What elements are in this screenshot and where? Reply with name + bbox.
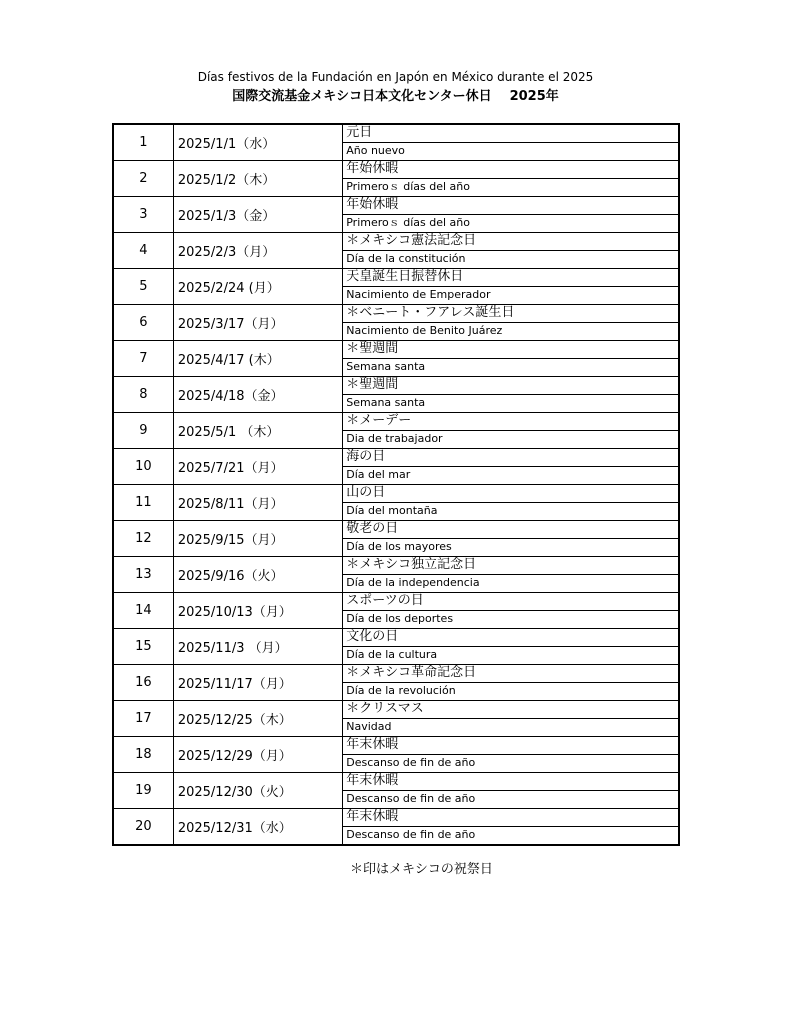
table-row xyxy=(113,305,679,341)
holiday-number: 11 xyxy=(113,485,173,521)
holiday-names-cell xyxy=(343,161,679,197)
holiday-number: 6 xyxy=(113,305,173,341)
holiday-number: 13 xyxy=(113,557,173,593)
table-row xyxy=(113,341,679,377)
holiday-name-japanese: ＊メキシコ憲法記念日 xyxy=(343,233,678,251)
holiday-date: 2025/2/3（月） xyxy=(173,233,342,269)
holiday-names-cell xyxy=(343,341,679,377)
holiday-name-spanish: Día de los mayores xyxy=(346,540,452,553)
holiday-name-japanese: ＊聖週間 xyxy=(343,341,678,359)
holiday-name-japanese: 文化の日 xyxy=(343,629,678,647)
holiday-names-cell xyxy=(343,521,679,557)
holiday-date: 2025/12/29（月） xyxy=(173,737,342,773)
holiday-names-cell xyxy=(343,737,679,773)
holiday-names-cell xyxy=(343,593,679,629)
table-row xyxy=(113,773,679,809)
holiday-number: 5 xyxy=(113,269,173,305)
holiday-date: 2025/12/25（木） xyxy=(173,701,342,737)
document-title-japanese xyxy=(0,89,791,105)
holiday-name-japanese: 年末休暇 xyxy=(343,809,678,827)
holiday-number: 10 xyxy=(113,449,173,485)
holiday-date: 2025/4/17 (木） xyxy=(173,341,342,377)
holiday-name-spanish: Dia de trabajador xyxy=(346,432,443,445)
holiday-date: 2025/12/30（火） xyxy=(173,773,342,809)
holiday-names-cell xyxy=(343,269,679,305)
table-row xyxy=(113,665,679,701)
table-row xyxy=(113,629,679,665)
holiday-name-spanish: Semana santa xyxy=(346,360,426,373)
table-row xyxy=(113,377,679,413)
table-row xyxy=(113,413,679,449)
holiday-date: 2025/1/1（水） xyxy=(173,124,342,161)
holiday-name-spanish: Primeroｓ días del año xyxy=(346,180,470,193)
table-row xyxy=(113,701,679,737)
holiday-names-cell xyxy=(343,305,679,341)
holiday-name-japanese: ＊メーデー xyxy=(343,413,678,431)
table-row xyxy=(113,449,679,485)
holiday-names-cell xyxy=(343,377,679,413)
holiday-number: 19 xyxy=(113,773,173,809)
document-title-year: 2025年 xyxy=(509,89,559,104)
holiday-name-japanese: 年始休暇 xyxy=(343,197,678,215)
holiday-number: 17 xyxy=(113,701,173,737)
holiday-number: 15 xyxy=(113,629,173,665)
holiday-date: 2025/1/2（木） xyxy=(173,161,342,197)
holiday-name-spanish: Descanso de fin de año xyxy=(346,828,476,841)
table-row xyxy=(113,557,679,593)
holiday-table xyxy=(112,123,680,846)
holiday-date: 2025/1/3（金） xyxy=(173,197,342,233)
holiday-number: 9 xyxy=(113,413,173,449)
holiday-number: 18 xyxy=(113,737,173,773)
holiday-number: 2 xyxy=(113,161,173,197)
table-row xyxy=(113,485,679,521)
holiday-number: 8 xyxy=(113,377,173,413)
holiday-name-japanese: 年末休暇 xyxy=(343,737,678,755)
holiday-name-japanese: ＊メキシコ独立記念日 xyxy=(343,557,678,575)
table-row xyxy=(113,197,679,233)
holiday-name-spanish: Día de la revolución xyxy=(346,684,456,697)
holiday-names-cell xyxy=(343,233,679,269)
holiday-date: 2025/10/13（月） xyxy=(173,593,342,629)
holiday-name-spanish: Descanso de fin de año xyxy=(346,792,476,805)
holiday-names-cell xyxy=(343,124,679,161)
holiday-name-japanese: 敬老の日 xyxy=(343,521,678,539)
holiday-name-spanish: Día del mar xyxy=(346,468,411,481)
holiday-date: 2025/4/18（金） xyxy=(173,377,342,413)
holiday-names-cell xyxy=(343,773,679,809)
holiday-name-spanish: Año nuevo xyxy=(346,144,405,157)
holiday-number: 3 xyxy=(113,197,173,233)
holiday-date: 2025/12/31（水） xyxy=(173,809,342,846)
holiday-number: 7 xyxy=(113,341,173,377)
holiday-number: 12 xyxy=(113,521,173,557)
table-row xyxy=(113,161,679,197)
holiday-name-japanese: 山の日 xyxy=(343,485,678,503)
table-row xyxy=(113,737,679,773)
holiday-name-spanish: Semana santa xyxy=(346,396,426,409)
holiday-name-spanish: Día de la constitución xyxy=(346,252,466,265)
holiday-names-cell xyxy=(343,557,679,593)
holiday-name-spanish: Día del montaña xyxy=(346,504,438,517)
holiday-name-japanese: 元日 xyxy=(343,125,678,143)
holiday-name-spanish: Navidad xyxy=(346,720,392,733)
holiday-name-spanish: Primeroｓ días del año xyxy=(346,216,470,229)
table-row xyxy=(113,593,679,629)
holiday-name-spanish: Descanso de fin de año xyxy=(346,756,476,769)
holiday-number: 4 xyxy=(113,233,173,269)
holiday-name-japanese: スポーツの日 xyxy=(343,593,678,611)
document-title-spanish: Días festivos de la Fundación en Japón en México durante el 2025 xyxy=(197,70,594,84)
holiday-date: 2025/2/24 (月） xyxy=(173,269,342,305)
holiday-number: 16 xyxy=(113,665,173,701)
holiday-name-japanese: 年末休暇 xyxy=(343,773,678,791)
table-row xyxy=(113,521,679,557)
holiday-name-japanese: 天皇誕生日振替休日 xyxy=(343,269,678,287)
holiday-names-cell xyxy=(343,629,679,665)
holiday-names-cell xyxy=(343,665,679,701)
holiday-date: 2025/7/21（月） xyxy=(173,449,342,485)
holiday-names-cell xyxy=(343,701,679,737)
holiday-table-body xyxy=(113,124,679,845)
document-title-japanese-text: 国際交流基金メキシコ日本文化センター休日 xyxy=(232,89,492,104)
holiday-date: 2025/5/1 （木） xyxy=(173,413,342,449)
table-row xyxy=(113,809,679,846)
holiday-name-japanese: 海の日 xyxy=(343,449,678,467)
table-row xyxy=(113,233,679,269)
holiday-name-japanese: 年始休暇 xyxy=(343,161,678,179)
holiday-date: 2025/11/17（月） xyxy=(173,665,342,701)
holiday-name-japanese: ＊聖週間 xyxy=(343,377,678,395)
holiday-date: 2025/11/3 （月） xyxy=(173,629,342,665)
holiday-name-spanish: Día de la cultura xyxy=(346,648,438,661)
holiday-names-cell xyxy=(343,449,679,485)
holiday-name-japanese: ＊ベニート・フアレス誕生日 xyxy=(343,305,678,323)
holiday-date: 2025/8/11（月） xyxy=(173,485,342,521)
holiday-date: 2025/9/15（月） xyxy=(173,521,342,557)
holiday-date: 2025/9/16（火） xyxy=(173,557,342,593)
table-row xyxy=(113,269,679,305)
holiday-names-cell xyxy=(343,809,679,846)
holiday-name-spanish: Nacimiento de Benito Juárez xyxy=(346,324,503,337)
holiday-name-spanish: Día de la independencia xyxy=(346,576,480,589)
table-row xyxy=(113,124,679,161)
holiday-name-spanish: Día de los deportes xyxy=(346,612,454,625)
holiday-names-cell xyxy=(343,485,679,521)
holiday-name-japanese: ＊クリスマス xyxy=(343,701,678,719)
holiday-number: 1 xyxy=(113,124,173,161)
holiday-number: 20 xyxy=(113,809,173,846)
holiday-number: 14 xyxy=(113,593,173,629)
footnote: ＊印はメキシコの祝祭日 xyxy=(350,862,493,877)
holiday-names-cell xyxy=(343,413,679,449)
holiday-names-cell xyxy=(343,197,679,233)
holiday-name-spanish: Nacimiento de Emperador xyxy=(346,288,491,301)
holiday-date: 2025/3/17（月） xyxy=(173,305,342,341)
holiday-name-japanese: ＊メキシコ革命記念日 xyxy=(343,665,678,683)
